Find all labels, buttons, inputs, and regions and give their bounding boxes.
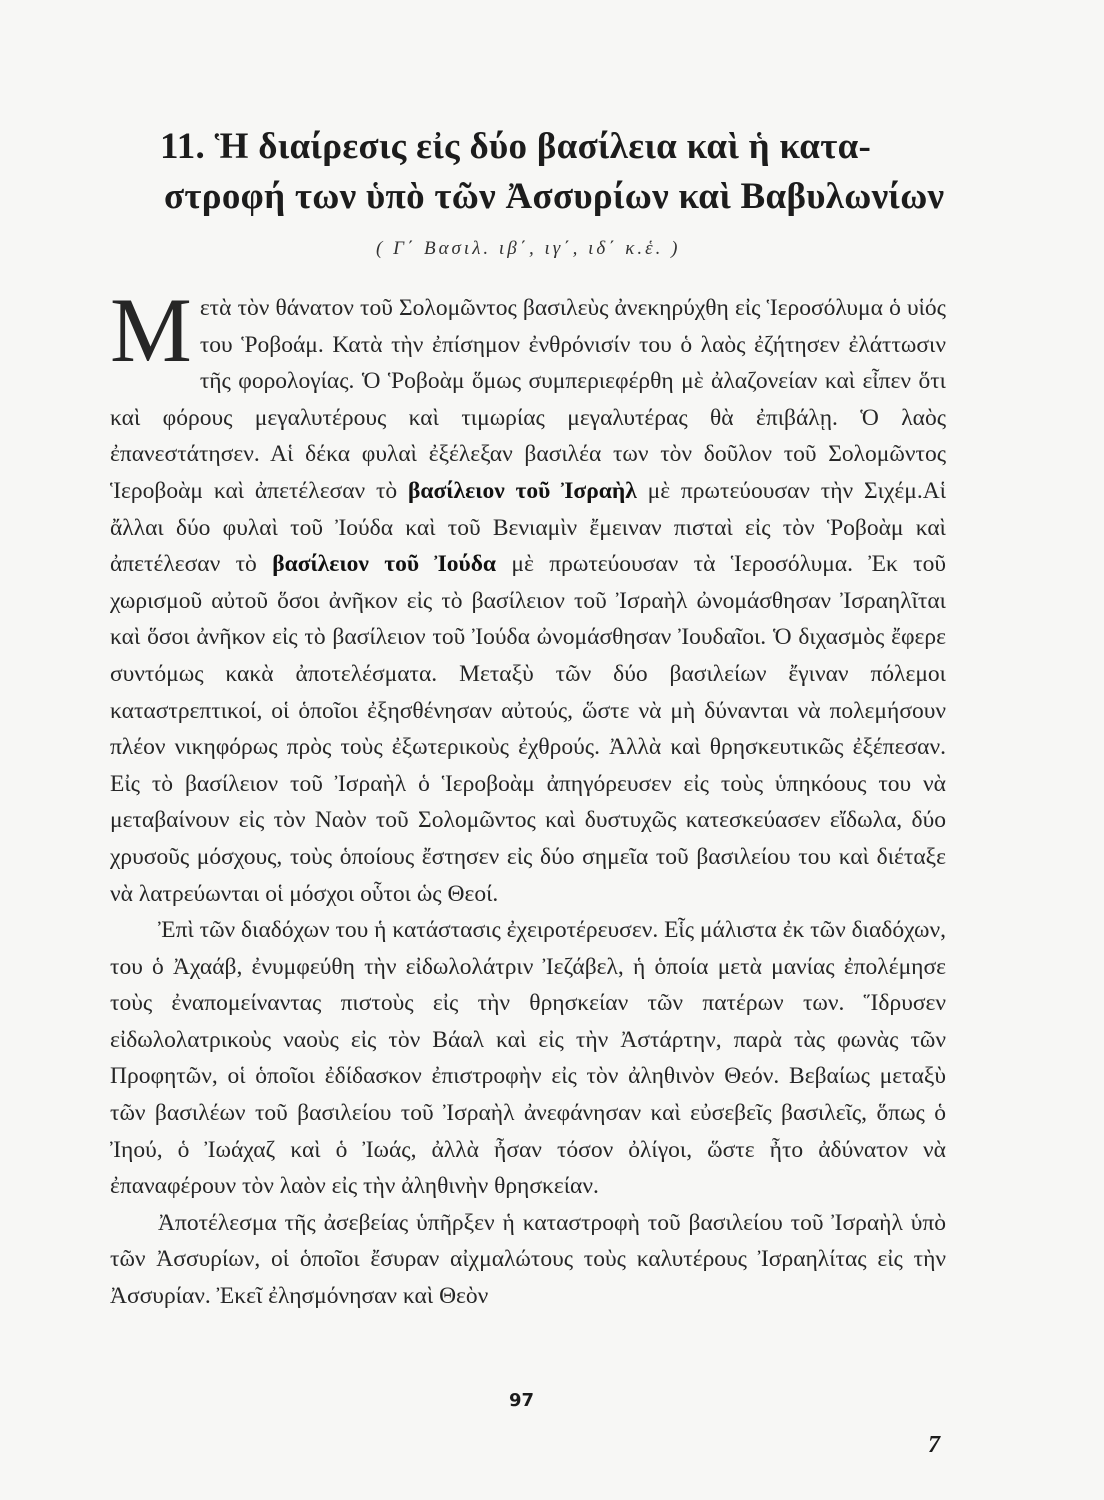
page-number: 97 bbox=[509, 1390, 535, 1411]
kingdom-judah-term: βασίλειον τοῦ Ἰούδα bbox=[272, 551, 497, 578]
body-text bbox=[110, 279, 947, 1315]
signature-mark: 7 bbox=[928, 1432, 940, 1458]
paragraph-1-text-c: μὲ πρωτεύουσαν τὰ Ἱεροσόλυμα. Ἐκ τοῦ χωρισμοῦ αὐτοῦ ὅσοι ἀνῆκον εἰς τὸ βασίλειον τοῦ Ἰσραὴλ ὠνομάσθησαν Ἰσραηλῖται καὶ ὅσοι ἀνῆκον εἰς τὸ βασίλειον τοῦ Ἰούδα ὠνομάσθησαν Ἰουδαῖοι. Ὁ διχασμὸς ἔφερε συντόμως κακὰ ἀποτελέσματα. Μεταξὺ τῶν δύο βασιλείων ἔγιναν πόλεμοι καταστρεπτικοί, οἱ ὁποῖοι ἐξησθένησαν αὐτούς, ὥστε νὰ μὴ δύνανται νὰ πολεμήσουν πλέον νικηφόρως πρὸς τοὺς ἐξωτερικοὺς ἐχθρούς. Ἀλλὰ καὶ θρησκευτικῶς ἐξέπεσαν. Εἰς τὸ βασίλειον τοῦ Ἰσραὴλ ὁ Ἱεροβοὰμ ἀπηγόρευσεν εἰς τοὺς ὑπηκόους του νὰ μεταβαίνουν εἰς τὸν Ναὸν τοῦ Σολομῶντος καὶ δυστυχῶς κατεσκεύασεν εἴδωλα, δύο χρυσοῦς μόσχους, τοὺς ὁποίους ἔστησεν εἰς δύο σημεῖα τοῦ βασιλείου του καὶ διέταξε νὰ λατρεύωνται οἱ μόσχοι οὗτοι ὡς Θεοί. bbox=[110, 551, 947, 907]
chapter-title-line-2: στροφή των ὑπὸ τῶν Ἀσσυρίων καὶ Βαβυλωνίων bbox=[164, 176, 945, 217]
paragraph-3: Ἀποτέλεσμα τῆς ἀσεβείας ὑπῆρξεν ἡ καταστροφὴ τοῦ βασιλείου τοῦ Ἰσραὴλ ὑπὸ τῶν Ἀσσυρίων, οἱ ὁποῖοι ἔσυραν αἰχμαλώτους τοὺς καλυτέρους Ἰσραηλίτας εἰς τὴν Ἀσσυρίαν. Ἐκεῖ ἐλησμόνησαν καὶ Θεὸν bbox=[110, 1209, 946, 1310]
chapter-title bbox=[160, 122, 950, 222]
paragraph-2: Ἐπὶ τῶν διαδόχων του ἡ κατάστασις ἐχειροτέρευσεν. Εἷς μάλιστα ἐκ τῶν διαδόχων, του ὁ Ἀχαάβ, ἐνυμφεύθη τὴν εἰδωλολάτριν Ἰεζάβελ, ἡ ὁποία μετὰ μανίας ἐπολέμησε τοὺς ἐναπομείναντας πιστοὺς εἰς τὴν θρησκείαν τῶν πατέρων των. Ἵδρυσεν εἰδωλολατρικοὺς ναοὺς εἰς τὸν Βάαλ καὶ εἰς τὴν Ἀστάρτην, παρὰ τὰς φωνὰς τῶν Προφητῶν, οἱ ὁποῖοι ἐδίδασκον ἐπιστροφὴν εἰς τὸν ἀληθινὸν Θεόν. Βεβαίως μεταξὺ τῶν βασιλέων τοῦ βασιλείου τοῦ Ἰσραὴλ ἀνεφάνησαν καὶ εὐσεβεῖς βασιλεῖς, ὅπως ὁ Ἰηού, ὁ Ἰωάχαζ καὶ ὁ Ἰωάς, ἀλλὰ ἦσαν τόσον ὀλίγοι, ὥστε ἦτο ἀδύνατον νὰ ἐπαναφέρουν τὸν λαὸν εἰς τὴν ἀληθινὴν θρησκείαν. bbox=[110, 917, 946, 1200]
paragraph-1-text-a: ετὰ τὸν θάνατον τοῦ Σολομῶντος βασιλεὺς ἀνεκηρύχθη εἰς Ἱεροσόλυμα ὁ υἱός του Ῥοβοάμ. Κατὰ τὴν ἐπίσημον ἐνθρόνισίν του ὁ λαὸς ἐζήτησεν ἐλάττωσιν τῆς φορολογίας. Ὁ Ῥοβοὰμ ὅμως συμπεριεφέρθη μὲ ἀλαζονείαν καὶ εἶπεν ὅτι καὶ φόρους μεγαλυτέρους καὶ τιμωρίας μεγαλυτέρας θὰ ἐπιβάλῃ. Ὁ λαὸς ἐπανεστάτησεν. Αἱ δέκα φυλαὶ ἐξέλεξαν βασιλέα των τὸν δοῦλον τοῦ Σολομῶντος Ἱεροβοὰμ καὶ ἀπετέλεσαν τὸ bbox=[110, 295, 946, 504]
scripture-reference: ( Γ΄ Βασιλ. ιβ΄, ιγ΄, ιδ΄ κ.ἑ. ) bbox=[376, 238, 681, 259]
chapter-title-line-1: 11. Ἡ διαίρεσις εἰς δύο βασίλεια καὶ ἡ κατα- bbox=[160, 126, 872, 167]
kingdom-israel-term: βασίλειον τοῦ Ἰσραὴλ bbox=[408, 477, 637, 504]
paragraph-1 bbox=[110, 279, 947, 912]
paragraph-1-text-b: μὲ πρωτεύουσαν τὴν Σιχέμ.Αἱ ἄλλαι δύο φυλαὶ τοῦ Ἰούδα καὶ τοῦ Βενιαμὶν ἔμειναν πισταὶ εἰς τὸν Ῥοβοὰμ καὶ ἀπετέλεσαν τὸ bbox=[110, 477, 947, 578]
drop-cap: Μ bbox=[110, 279, 192, 381]
